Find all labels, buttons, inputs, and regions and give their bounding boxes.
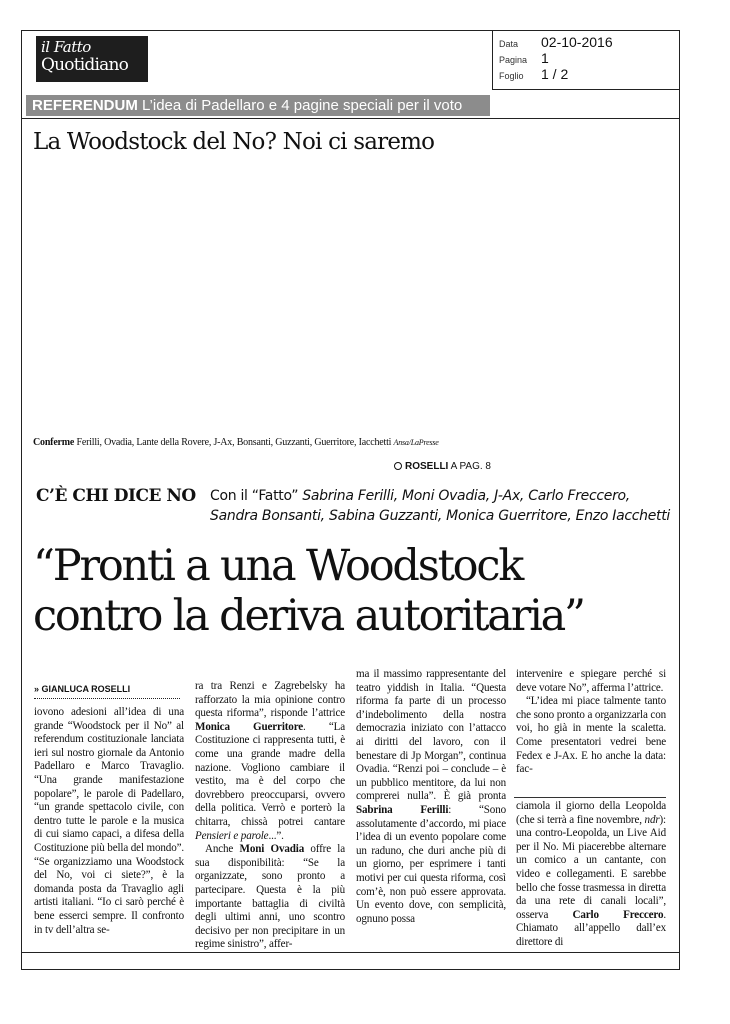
- article-column-4: [516, 668, 666, 777]
- column-4-cont-text-b: ): una contro-Leopolda, un Live Aid per il No. Mi piacerebbe alternare un comico a un cantante, con video e collegamenti. E sarebbe bello che fosse trasmessa in diretta da una rete di canali locali”, osserva: [516, 813, 666, 921]
- clipping-meta-box: [492, 30, 680, 90]
- reference-name: ROSELLI: [405, 461, 449, 472]
- article-column-4-continued: [516, 800, 666, 950]
- headline-line1: “Pronti a una Woodstock: [33, 541, 523, 591]
- column-2-text-a: ra tra Renzi e Zagrebelsky ha rafforzato la mia opinione contro questa riforma”, risponde l’attrice: [195, 680, 345, 720]
- photo-caption: [33, 437, 439, 448]
- column-4-name-freccero: Carlo Freccero: [572, 908, 664, 921]
- headline-line2: contro la deriva autoritaria”: [33, 591, 584, 641]
- column-4-divider: [514, 797, 666, 798]
- meta-date-value: 02-10-2016: [541, 34, 613, 50]
- reference-text: A PAG. 8: [448, 461, 491, 472]
- kicker-bar: [26, 95, 490, 116]
- logo-line2: Quotidiano: [41, 55, 129, 75]
- logo-line1: il Fatto: [41, 38, 91, 56]
- newspaper-logo: [36, 36, 148, 82]
- column-3-paragraph: [356, 668, 506, 926]
- reference-bullet-icon: [394, 462, 402, 470]
- column-2-name-ovadia: Moni Ovadia: [239, 843, 305, 856]
- meta-page-label: Pagina: [499, 55, 528, 65]
- section-label: C’È CHI DICE NO: [36, 486, 196, 506]
- page-reference: [394, 461, 491, 472]
- column-2-name-guerritore: Monica Guerritore: [195, 720, 304, 733]
- meta-sheet-value: 1 / 2: [541, 66, 569, 82]
- column-2-text-b: . “La Costituzione ci rappresenta tutti, è come una grande madre della nazione. Vogliono cambiare il vestito, ma è del corpo che dovrebbero preoccuparsi, ovvero della politica. Verrò e porterò la chitarra, chissà potrei cantare: [195, 720, 345, 828]
- article-column-3: [356, 668, 506, 926]
- column-2-paragraph-1: [195, 680, 345, 843]
- caption-text: Ferilli, Ovadia, Lante della Rovere, J-Ax, Bonsanti, Guzzanti, Guerritore, Iacchetti: [74, 437, 394, 448]
- contributors-line: [210, 486, 670, 526]
- column-4-cont-text-a: ciamola il giorno della Leopolda (che si terrà a fine novembre,: [516, 800, 666, 826]
- column-2-p2-text-b: offre la sua disponibilità: “Se la organizzate, sono pronto a partecipare. Questa è la più importante battaglia di civiltà degli ultimi anni, uno scontro decisivo per non precipitare in un regime sinistro”, affer-: [195, 843, 345, 951]
- caption-credit: Ansa/LaPresse: [393, 438, 439, 447]
- column-3-text-b: : “Sono assolutamente d’accordo, mi piace l’idea di un evento popolare come un raduno, che duri anche più di un giorno, per esprimere i tanti motivi per cui questa riforma, così com’è, non può essere approvata. Un evento dove, con semplicità, ognuno possa: [356, 803, 507, 925]
- contributors-lead: Con il “Fatto”: [210, 488, 303, 504]
- kicker-strong: REFERENDUM: [32, 97, 138, 114]
- column-4-paragraph-1: intervenire e spiegare perché si deve votare No”, afferma l’attrice.: [516, 668, 666, 694]
- article-column-2: [195, 680, 345, 952]
- top-divider: [21, 118, 680, 119]
- column-1-text: iovono adesioni all’idea di una grande “Woodstock per il No” al referendum costituzionale lanciata ieri sul nostro giornale da Antonio Padellaro e Marco Travaglio. “Una grande manifestazione popolare”, le parole di Padellaro, “un grande spettacolo civile, con dentro tutte le parole e la musica di cui siamo capaci, a difesa della Costituzione più bella del mondo”. “Se organizziamo una Woodstock del No, voi ci siete?”, è la domanda posta da Travaglio agli artisti italiani. “Io ci sarò perché è bene esserci sempre. Il confronto in tv dell’altra se-: [34, 706, 184, 936]
- meta-page-value: 1: [541, 50, 549, 66]
- column-2-text-c: ...”.: [268, 829, 284, 842]
- caption-label: Conferme: [33, 437, 75, 448]
- column-3-text-a: ma il massimo rappresentante del teatro yiddish in Italia. “Questa riforma fa parte di un processo d’indebolimento della nostra democrazia iniziato con l’attacco ai diritti del lavoro, con il benestare di Jp Morgan”, continua Ovadia. “Renzi poi – conclude – è un pubblico mentitore, da lui non comprerei nulla”. È già pronta: [356, 668, 506, 803]
- column-2-p2-text-a: Anche: [205, 843, 240, 856]
- contributors-names: Sabrina Ferilli, Moni Ovadia, J-Ax, Carlo Freccero, Sandra Bonsanti, Sabina Guzzanti, Monica Guerritore, Enzo Iacchetti: [210, 488, 671, 524]
- column-4-cont-paragraph: [516, 800, 666, 950]
- headline: [33, 541, 673, 641]
- byline: » GIANLUCA ROSELLI: [34, 684, 180, 699]
- column-3-name-ferilli: Sabrina Ferilli: [356, 803, 449, 816]
- kicker-text: L’idea di Padellaro e 4 pagine speciali per il voto: [137, 97, 463, 114]
- meta-date-label: Data: [499, 39, 519, 49]
- column-4-paragraph-2: “L’idea mi piace talmente tanto che sono pronto a organizzarla con voi, ho già in mente la scaletta. Come presentatori vedrei bene Fedex e J-Ax. E ho anche la data: fac-: [516, 695, 666, 776]
- bottom-divider: [21, 952, 680, 953]
- column-4-cont-text-c: . Chiamato all’appello dall’ex direttore di: [516, 908, 666, 948]
- meta-date-row: [499, 34, 674, 50]
- meta-sheet-row: [499, 66, 674, 82]
- subtitle: La Woodstock del No? Noi ci saremo: [33, 129, 435, 155]
- article-column-1: [34, 706, 184, 937]
- column-2-paragraph-2: [195, 843, 345, 952]
- column-2-song-title: Pensieri e parole: [195, 829, 269, 842]
- meta-sheet-label: Foglio: [499, 71, 524, 81]
- column-4-cont-ndr: ndr: [644, 813, 660, 826]
- meta-page-row: [499, 50, 674, 66]
